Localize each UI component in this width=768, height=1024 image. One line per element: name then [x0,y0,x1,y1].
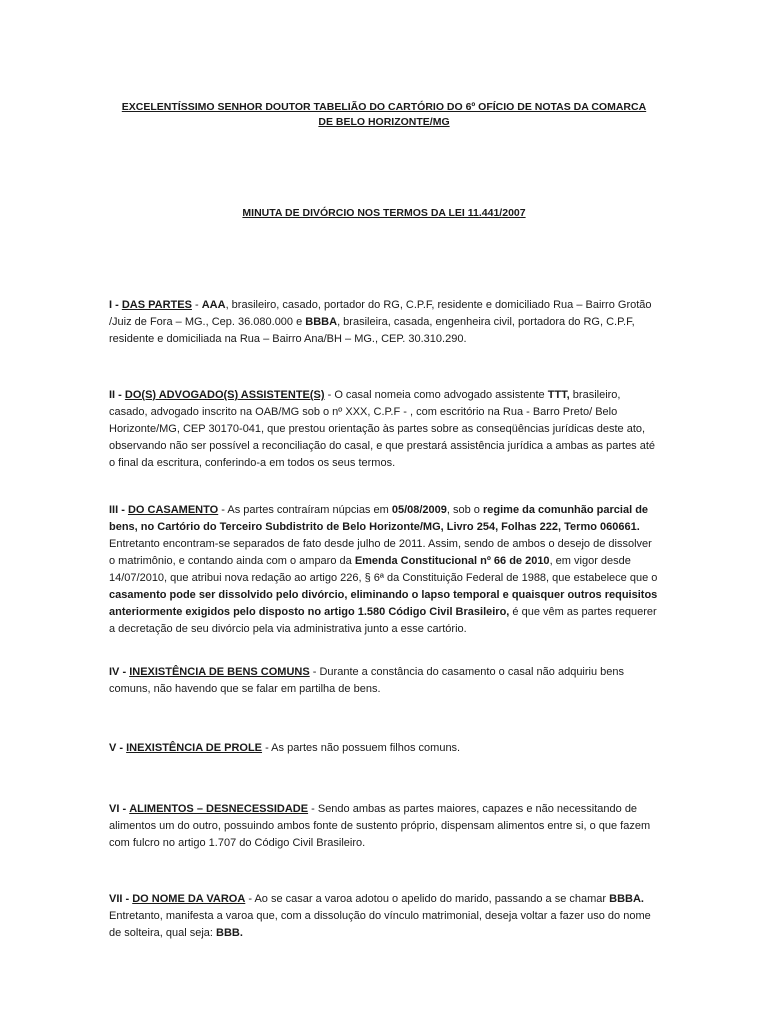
section-advogado [109,387,659,472]
bold-text: 05/08/2009 [391,504,447,516]
section-heading: ALIMENTOS – DESNECESSIDADE [129,803,309,815]
section-number: VII - [109,893,130,905]
section-number: IV - [109,666,127,678]
section-heading: DO NOME DA VAROA [132,893,246,905]
section-number: II - [109,389,122,401]
bold-text: BBB. [216,927,243,939]
addressee-line-2: DE BELO HORIZONTE/MG [318,116,450,128]
section-text: Entretanto, manifesta a varoa que, com a dissolução do vínculo matrimonial, deseja voltar a fazer uso do nome de solteira, qual seja: [109,910,651,939]
section-text: Entretanto encontram-se separados de fato desde julho de 2011. Assim, sendo de ambos o desejo de dissolver o matrimônio, e contando ainda com o amparo da [109,538,652,567]
section-text: , sob o [446,504,483,516]
bold-text: casamento pode ser dissolvido pelo divórcio, eliminando o lapso temporal e quaisquer outros requisitos anteriormente exigidos pelo disposto no artigo 1.580 Código Civil Brasileiro, [109,589,658,618]
section-text: - Durante a constância do casamento o casal não adquiriu bens comuns, não havendo que se falar em partilha de bens. [109,666,625,695]
section-heading: INEXISTÊNCIA DE BENS COMUNS [129,666,310,678]
section-alimentos [109,801,659,852]
section-text: - [191,299,202,311]
section-das-partes [109,297,659,348]
section-text: , brasileira, casada, engenheira civil, portadora do RG, C.P.F, residente e domiciliada na Rua – Bairro Ana/BH – MG., CEP. 30.310.290. [109,316,635,345]
section-text: - Ao se casar a varoa adotou o apelido do marido, passando a se chamar [245,893,610,905]
section-text: é que vêm as partes requerer a decretação de seu divórcio pela via administrativa junto a esse cartório. [109,606,657,635]
section-nome-varoa [109,891,659,942]
section-casamento [109,502,659,638]
section-text: - O casal nomeia como advogado assistente [324,389,548,401]
bold-text: Emenda Constitucional nº 66 de 2010 [354,555,550,567]
section-heading: DAS PARTES [121,299,192,311]
bold-text: BBBA. [609,893,644,905]
section-prole [109,740,659,757]
bold-text: AAA [201,299,226,311]
document-title: MINUTA DE DIVÓRCIO NOS TERMOS DA LEI 11.441/2007 [242,207,526,219]
section-text: - As partes não possuem filhos comuns. [262,742,461,754]
bold-text: regime da comunhão parcial de bens, no Cartório do Terceiro Subdistrito de Belo Horizonte/MG, Livro 254, Folhas 222, Termo 060661. [109,504,649,533]
addressee-line-1: EXCELENTÍSSIMO SENHOR DOUTOR TABELIÃO DO CARTÓRIO DO 6º OFÍCIO DE NOTAS DA COMARCA [121,101,647,113]
section-text: - As partes contraíram núpcias em [218,504,392,516]
section-text: , em vigor desde 14/07/2010, que atribui nova redação ao artigo 226, § 6ª da Constituição Federal de 1988, que estabelece que o [109,555,658,584]
bold-text: TTT, [547,389,570,401]
section-number: III - [109,504,125,516]
section-number: I - [109,299,119,311]
section-text: - Sendo ambas as partes maiores, capazes e não necessitando de alimentos um do outro, possuindo ambos fonte de sustento próprio, dispensam alimentos entre si, o que fazem com fulcro no artigo 1.707 do Código Civil Brasileiro. [109,803,651,849]
section-heading: INEXISTÊNCIA DE PROLE [126,742,263,754]
bold-text: BBBA [305,316,338,328]
section-number: V - [109,742,124,754]
section-text: , brasileiro, casado, portador do RG, C.P.F, residente e domiciliado Rua – Bairro Grotão /Juiz de Fora – MG., Cep. 36.080.000 e [109,299,652,328]
section-text: brasileiro, casado, advogado inscrito na OAB/MG sob o nº XXX, C.P.F - , com escritório na Rua - Barro Preto/ Belo Horizonte/MG, CEP 30170-041, que prestou orientação às partes sobre as conseqüências jurídicas deste ato, observando não ser possível a reconciliação do casal, e que prestará assistência jurídica a ambas as partes até o final da escritura, conferindo-a em todos os seus termos. [109,389,656,469]
addressee-header [109,100,659,130]
document-title-block [109,206,659,221]
section-heading: DO(S) ADVOGADO(S) ASSISTENTE(S) [124,389,325,401]
section-number: VI - [109,803,127,815]
section-bens-comuns [109,664,659,698]
section-heading: DO CASAMENTO [127,504,219,516]
